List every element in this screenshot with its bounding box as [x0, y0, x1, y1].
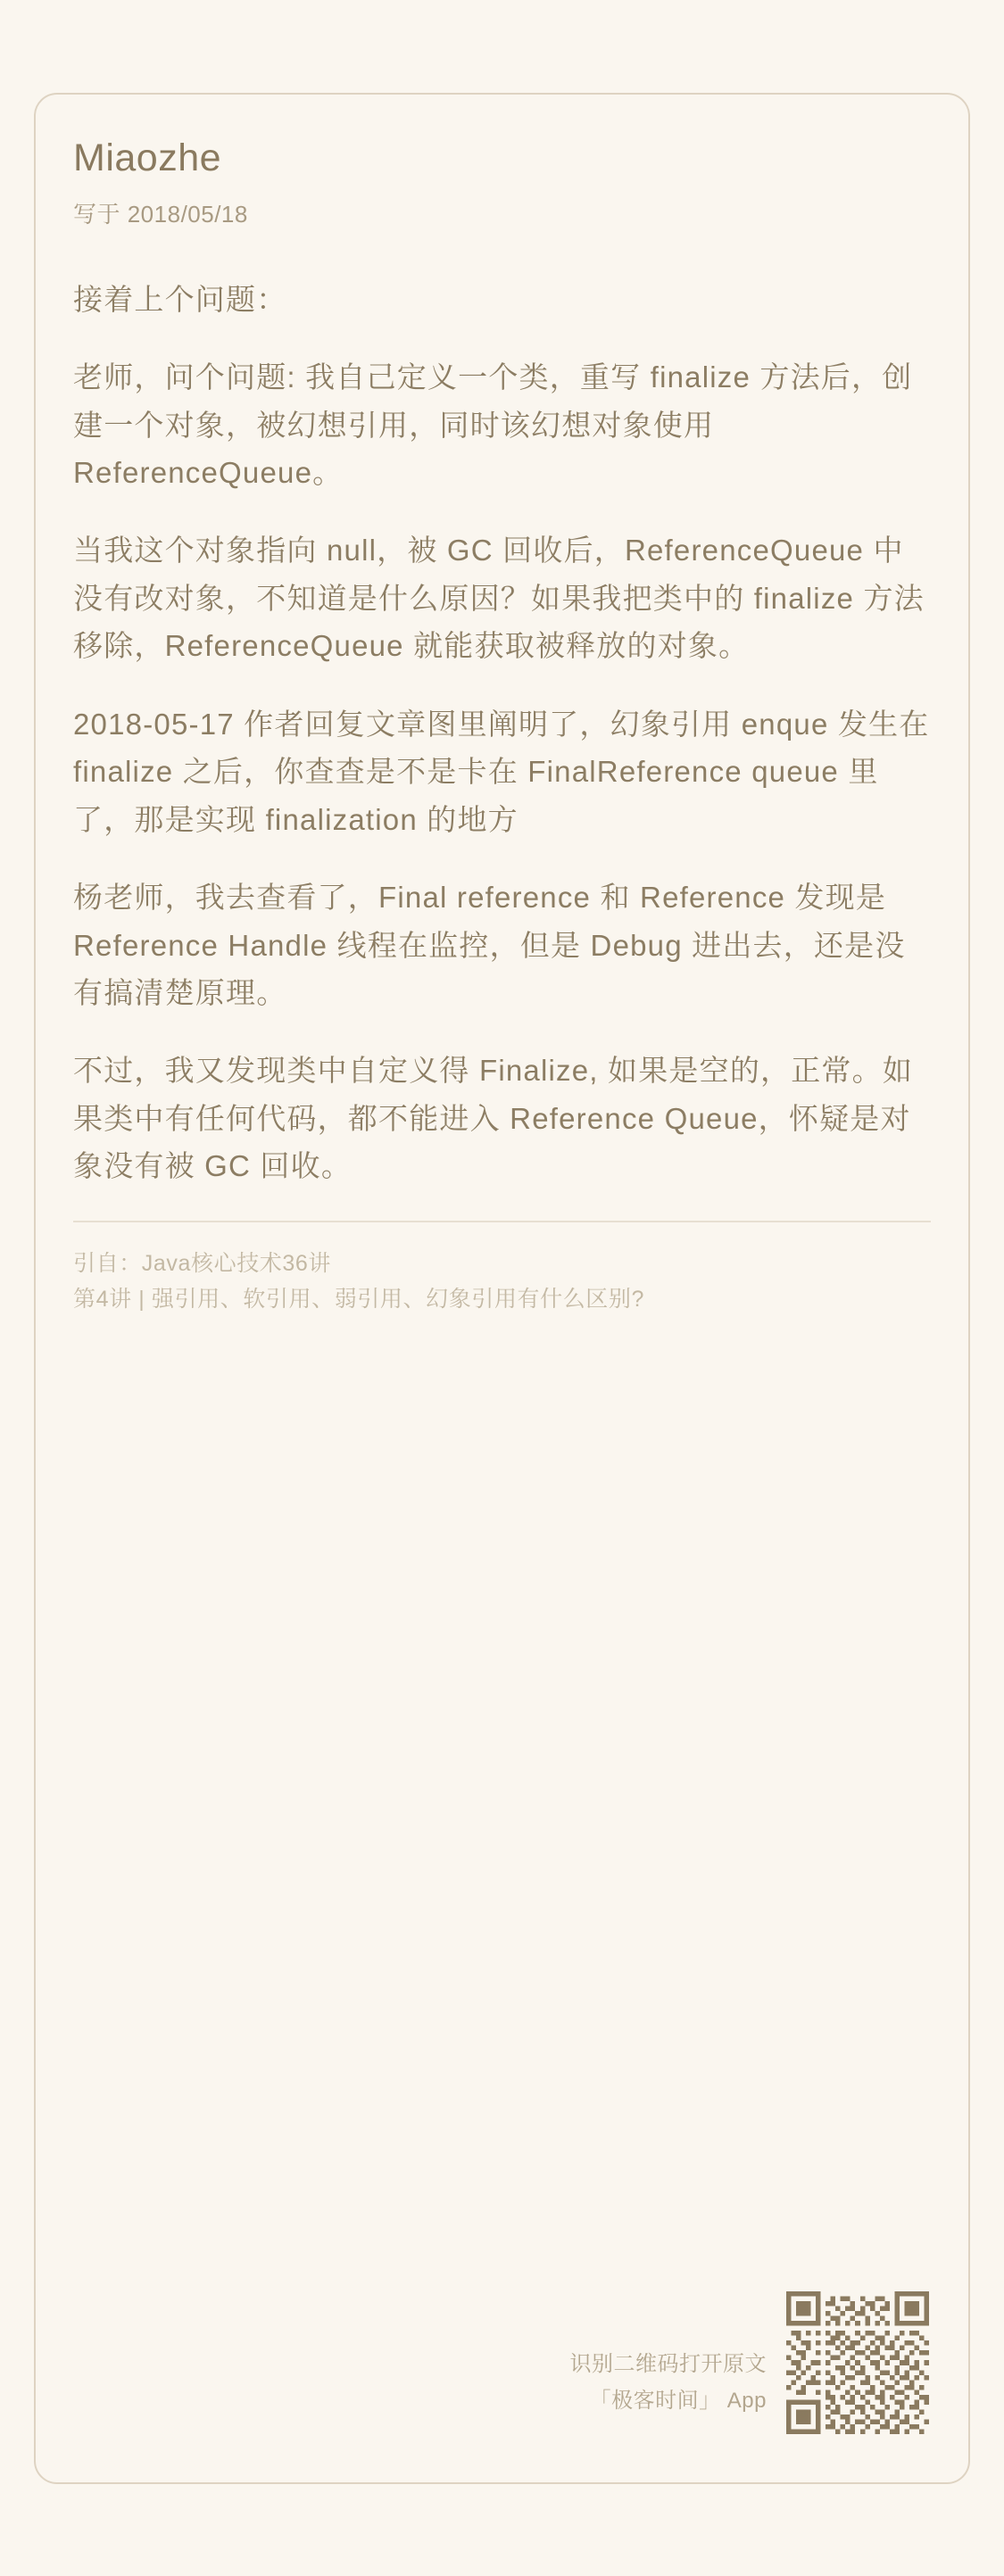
divider: [73, 1221, 931, 1222]
card-content: [73, 136, 939, 1317]
paragraph: 老师，问个问题: 我自己定义一个类，重写 finalize 方法后，创建一个对象，被幻想引用，同时该幻想对象使用 ReferenceQueue。: [73, 360, 913, 489]
post-date: 写于 2018/05/18: [73, 200, 248, 228]
citation-course: 引自：Java核心技术36讲: [73, 1250, 332, 1276]
qr-code-icon: [786, 2291, 929, 2434]
citation: [73, 1246, 931, 1317]
paragraph: 接着上个问题：: [73, 282, 287, 316]
quote-card: [34, 93, 970, 2484]
paragraph: 杨老师，我去查看了，Final reference 和 Reference 发现是 Reference Handle 线程在监控，但是 Debug 进出去，还是没有搞清楚原理。: [73, 881, 906, 1010]
author-name: Miaozhe: [73, 137, 222, 179]
paragraph: 不过，我又发现类中自定义得 Finalize, 如果是空的，正常。如果类中有任何代码，都不能进入 Reference Queue，怀疑是对象没有被 GC 回收。: [73, 1054, 914, 1183]
paragraph: 2018-05-17 作者回复文章图里阐明了，幻象引用 enque 发生在 finalize 之后，你查查是不是卡在 FinalReference queue 里了，那是实现 finalization 的地方: [73, 707, 939, 836]
qr-code[interactable]: [786, 2291, 929, 2434]
card-footer: [36, 2274, 968, 2434]
paragraph: 当我这个对象指向 null，被 GC 回收后，ReferenceQueue 中没有改对象，不知道是什么原因？如果我把类中的 finalize 方法移除，ReferenceQueue 就能获取被释放的对象。: [73, 534, 925, 663]
qr-caption: [570, 2347, 768, 2420]
qr-caption-line1: 识别二维码打开原文: [569, 2352, 767, 2377]
citation-lesson: 第4讲 | 强引用、软引用、弱引用、幻象引用有什么区别?: [73, 1286, 644, 1312]
comment-body: [73, 276, 939, 1190]
qr-caption-line2: 「极客时间」 App: [589, 2389, 767, 2414]
